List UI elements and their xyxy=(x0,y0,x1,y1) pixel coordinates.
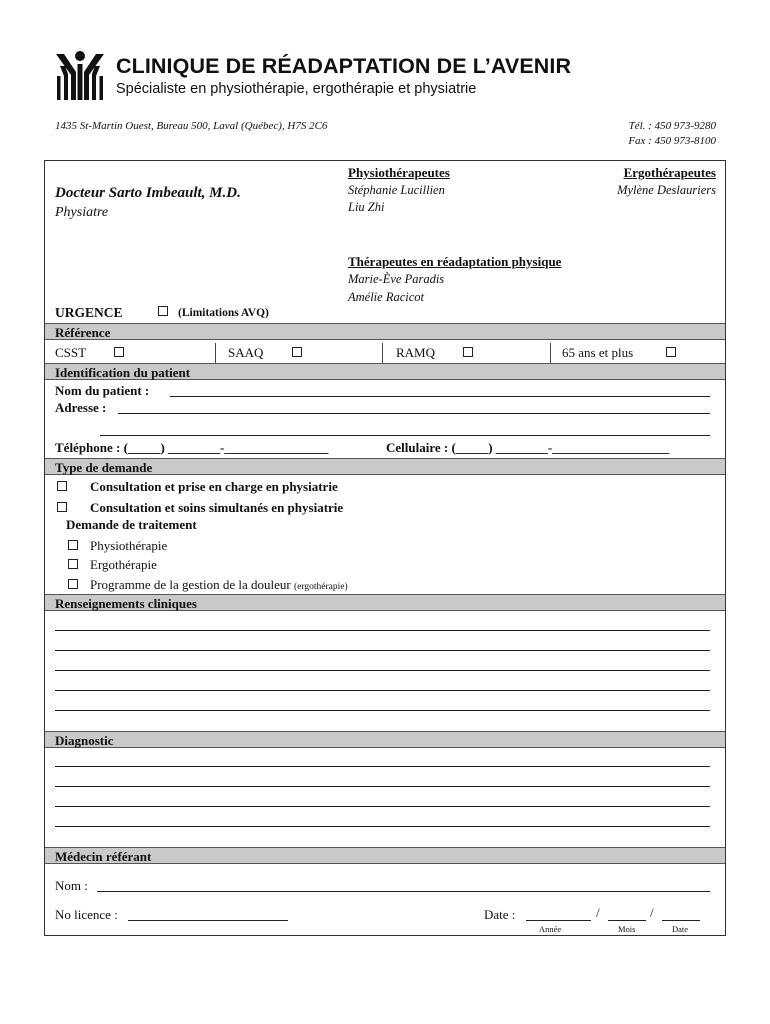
date-year-caption: Année xyxy=(539,924,562,934)
65plus-checkbox[interactable] xyxy=(666,347,676,357)
patient-name-label: Nom du patient : xyxy=(55,383,150,398)
consult-2-checkbox[interactable] xyxy=(57,502,67,512)
patient-address-label: Adresse : xyxy=(55,400,107,415)
diagnostic-line[interactable] xyxy=(55,766,710,767)
patient-name-field[interactable] xyxy=(170,396,710,397)
patient-address-field[interactable] xyxy=(118,413,710,414)
clinical-line[interactable] xyxy=(55,630,710,631)
clinical-line[interactable] xyxy=(55,650,710,651)
clinical-line[interactable] xyxy=(55,710,710,711)
doctor-name: Docteur Sarto Imbeault, M.D. xyxy=(55,185,241,201)
rehab-name: Marie-Ève Paradis xyxy=(348,272,445,286)
referrer-date-label: Date : xyxy=(484,907,516,922)
clinic-phone: Tél. : 450 973-9280 xyxy=(628,120,716,132)
section-reference xyxy=(45,323,725,340)
section-title: Renseignements cliniques xyxy=(55,596,197,611)
patient-phone-field[interactable]: Téléphone : (_____) ________-________________ xyxy=(55,440,329,455)
referrer-licence-label: No licence : xyxy=(55,907,118,922)
date-day-field[interactable] xyxy=(662,920,700,921)
divider xyxy=(382,343,383,363)
section-title: Identification du patient xyxy=(55,365,191,380)
saaq-checkbox[interactable] xyxy=(292,347,302,357)
clinic-fax: Fax : 450 973-8100 xyxy=(628,135,716,147)
urgence-label: URGENCE xyxy=(55,305,123,320)
consult-1-checkbox[interactable] xyxy=(57,481,67,491)
section-clinical xyxy=(45,594,725,611)
ramq-checkbox[interactable] xyxy=(463,347,473,357)
consult-2-label: Consultation et soins simultanés en physiatrie xyxy=(90,500,344,515)
diagnostic-line[interactable] xyxy=(55,826,710,827)
treatment-pain-text: Programme de la gestion de la douleur xyxy=(90,577,291,592)
clinic-name: CLINIQUE DE RÉADAPTATION DE L’AVENIR xyxy=(116,54,572,78)
date-day-caption: Date xyxy=(672,924,689,934)
ergo-heading: Ergothérapeutes xyxy=(623,165,716,180)
clinic-address: 1435 St-Martin Ouest, Bureau 500, Laval (Québec), H7S 2C6 xyxy=(55,120,328,132)
section-diagnostic xyxy=(45,731,725,748)
rehab-heading: Thérapeutes en réadaptation physique xyxy=(348,254,562,269)
physio-name: Stéphanie Lucillien xyxy=(348,183,445,197)
rehab-name: Amélie Racicot xyxy=(348,290,425,304)
divider xyxy=(550,343,551,363)
treatment-physio-label: Physiothérapie xyxy=(90,538,168,553)
clinic-logo-icon xyxy=(54,50,106,102)
treatment-ergo-label: Ergothérapie xyxy=(90,557,157,572)
divider xyxy=(215,343,216,363)
referrer-name-field[interactable] xyxy=(97,891,710,892)
physio-heading: Physiothérapeutes xyxy=(348,165,450,180)
treatment-pain-label xyxy=(90,577,348,593)
date-month-field[interactable] xyxy=(608,920,646,921)
date-year-field[interactable] xyxy=(526,920,591,921)
referrer-name-label: Nom : xyxy=(55,878,88,893)
reference-option-ramq: RAMQ xyxy=(396,345,436,360)
reference-option-65plus: 65 ans et plus xyxy=(562,345,634,360)
clinical-line[interactable] xyxy=(55,690,710,691)
section-title: Médecin référant xyxy=(55,849,152,864)
referrer-licence-field[interactable] xyxy=(128,920,288,921)
ergo-checkbox[interactable] xyxy=(68,559,78,569)
csst-checkbox[interactable] xyxy=(114,347,124,357)
section-title: Type de demande xyxy=(55,460,153,475)
date-separator: / xyxy=(650,905,654,920)
treatment-pain-note: (ergothérapie) xyxy=(293,582,348,592)
consult-1-label: Consultation et prise en charge en physiatrie xyxy=(90,479,338,494)
reference-option-csst: CSST xyxy=(55,345,87,360)
treatment-heading: Demande de traitement xyxy=(66,517,197,532)
section-title: Diagnostic xyxy=(55,733,114,748)
section-patient xyxy=(45,363,725,380)
urgence-note: (Limitations AVQ) xyxy=(178,307,269,319)
ergo-name: Mylène Deslauriers xyxy=(617,183,716,197)
urgence-checkbox[interactable] xyxy=(158,306,168,316)
date-separator: / xyxy=(596,905,600,920)
section-title: Référence xyxy=(55,325,111,340)
date-month-caption: Mois xyxy=(618,924,636,934)
diagnostic-line[interactable] xyxy=(55,786,710,787)
section-request-type xyxy=(45,458,725,475)
clinic-subtitle: Spécialiste en physiothérapie, ergothérapie et physiatrie xyxy=(116,81,477,97)
clinical-line[interactable] xyxy=(55,670,710,671)
physio-name: Liu Zhi xyxy=(348,200,385,214)
doctor-title: Physiatre xyxy=(55,205,109,220)
patient-cell-field[interactable]: Cellulaire : (_____) ________-__________________ xyxy=(386,440,670,455)
physio-checkbox[interactable] xyxy=(68,540,78,550)
diagnostic-line[interactable] xyxy=(55,806,710,807)
pain-program-checkbox[interactable] xyxy=(68,579,78,589)
section-referrer xyxy=(45,847,725,864)
reference-option-saaq: SAAQ xyxy=(228,345,264,360)
patient-address-field-2[interactable] xyxy=(100,435,710,436)
